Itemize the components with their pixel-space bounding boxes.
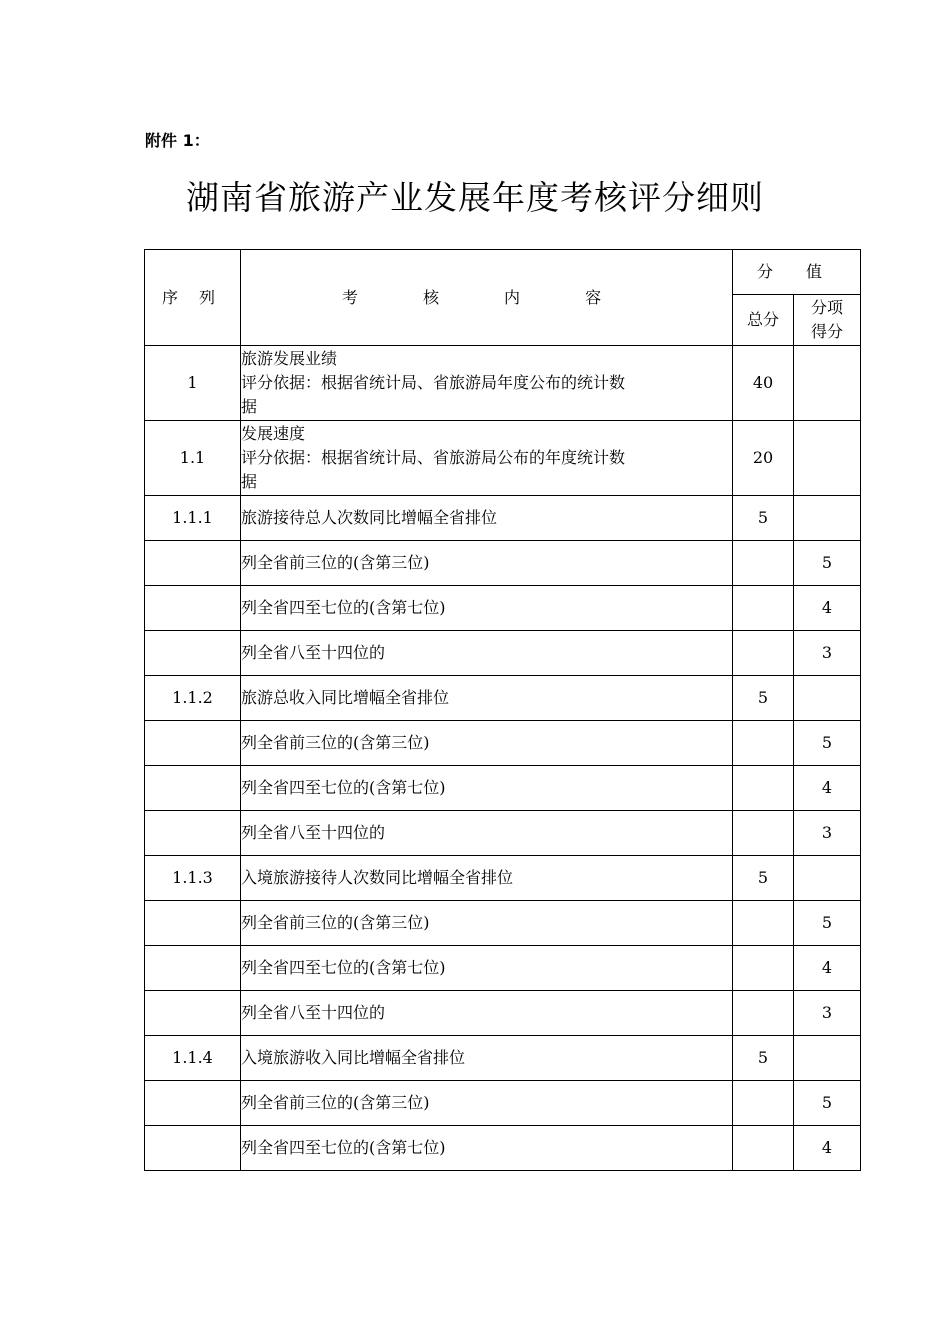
table-row xyxy=(145,421,861,496)
row-content: 旅游接待总人次数同比增幅全省排位 xyxy=(241,496,733,541)
table-row xyxy=(145,1126,861,1171)
header-total-score: 总分 xyxy=(733,295,794,346)
row-sequence: 1.1 xyxy=(145,421,241,496)
row-sub-score: 4 xyxy=(794,946,861,991)
row-content: 入境旅游收入同比增幅全省排位 xyxy=(241,1036,733,1081)
row-sub-score xyxy=(794,421,861,496)
table-row xyxy=(145,631,861,676)
row-sequence xyxy=(145,631,241,676)
header-sub-score-line2: 得分 xyxy=(810,322,843,341)
table-row xyxy=(145,856,861,901)
row-basis-continued: 据 xyxy=(241,397,258,416)
attachment-label: 附件 1： xyxy=(145,131,210,150)
table-row xyxy=(145,1036,861,1081)
row-total-score xyxy=(733,721,794,766)
row-sub-score: 3 xyxy=(794,811,861,856)
row-sequence xyxy=(145,946,241,991)
row-content xyxy=(241,421,733,496)
row-content: 列全省前三位的(含第三位) xyxy=(241,541,733,586)
row-total-score xyxy=(733,541,794,586)
table-row xyxy=(145,541,861,586)
row-total-score: 5 xyxy=(733,1036,794,1081)
row-sequence xyxy=(145,721,241,766)
scoring-table xyxy=(144,249,861,1171)
row-sequence xyxy=(145,901,241,946)
row-content xyxy=(241,346,733,421)
row-sequence: 1 xyxy=(145,346,241,421)
row-sequence xyxy=(145,766,241,811)
row-content: 列全省前三位的(含第三位) xyxy=(241,721,733,766)
row-sequence xyxy=(145,1081,241,1126)
table-row xyxy=(145,811,861,856)
row-sub-score: 4 xyxy=(794,586,861,631)
row-sequence xyxy=(145,991,241,1036)
table-row xyxy=(145,496,861,541)
document-title: 湖南省旅游产业发展年度考核评分细则 xyxy=(186,178,764,217)
row-content: 列全省四至七位的(含第七位) xyxy=(241,586,733,631)
row-sub-score: 5 xyxy=(794,721,861,766)
row-total-score xyxy=(733,631,794,676)
row-total-score: 40 xyxy=(733,346,794,421)
row-sub-score xyxy=(794,856,861,901)
row-sub-score xyxy=(794,346,861,421)
row-content: 列全省八至十四位的 xyxy=(241,631,733,676)
row-content: 列全省前三位的(含第三位) xyxy=(241,901,733,946)
row-sub-score: 5 xyxy=(794,541,861,586)
row-sub-score xyxy=(794,496,861,541)
row-content: 列全省八至十四位的 xyxy=(241,811,733,856)
row-content: 列全省前三位的(含第三位) xyxy=(241,1081,733,1126)
row-sequence: 1.1.4 xyxy=(145,1036,241,1081)
table-row xyxy=(145,946,861,991)
header-sub-score-line1: 分项 xyxy=(810,298,843,317)
row-sequence xyxy=(145,541,241,586)
row-sub-score: 3 xyxy=(794,991,861,1036)
row-sequence: 1.1.1 xyxy=(145,496,241,541)
row-content: 列全省四至七位的(含第七位) xyxy=(241,946,733,991)
row-total-score xyxy=(733,766,794,811)
row-sequence: 1.1.3 xyxy=(145,856,241,901)
row-total-score xyxy=(733,1081,794,1126)
row-sub-score: 4 xyxy=(794,1126,861,1171)
row-content: 列全省四至七位的(含第七位) xyxy=(241,766,733,811)
row-sub-score: 5 xyxy=(794,1081,861,1126)
table-row xyxy=(145,721,861,766)
header-content: 考 核 内 容 xyxy=(241,250,733,346)
row-title: 发展速度 xyxy=(241,424,306,443)
row-total-score xyxy=(733,991,794,1036)
row-sequence: 1.1.2 xyxy=(145,676,241,721)
row-sub-score: 3 xyxy=(794,631,861,676)
header-sub-score xyxy=(794,295,861,346)
row-total-score xyxy=(733,1126,794,1171)
table-row xyxy=(145,901,861,946)
row-total-score: 5 xyxy=(733,496,794,541)
row-total-score xyxy=(733,811,794,856)
row-sub-score xyxy=(794,1036,861,1081)
row-sub-score xyxy=(794,676,861,721)
header-sequence: 序 列 xyxy=(145,250,241,346)
row-sub-score: 5 xyxy=(794,901,861,946)
row-total-score xyxy=(733,946,794,991)
row-basis-continued: 据 xyxy=(241,472,258,491)
row-title: 旅游发展业绩 xyxy=(241,349,338,368)
row-basis: 评分依据：根据省统计局、省旅游局年度公布的统计数 xyxy=(241,373,626,392)
table-row xyxy=(145,346,861,421)
row-sequence xyxy=(145,1126,241,1171)
row-basis: 评分依据：根据省统计局、省旅游局公布的年度统计数 xyxy=(241,448,626,467)
table-row xyxy=(145,1081,861,1126)
table-row xyxy=(145,766,861,811)
row-total-score xyxy=(733,901,794,946)
table-row xyxy=(145,586,861,631)
row-total-score: 5 xyxy=(733,856,794,901)
row-sequence xyxy=(145,586,241,631)
row-content: 入境旅游接待人次数同比增幅全省排位 xyxy=(241,856,733,901)
row-content: 旅游总收入同比增幅全省排位 xyxy=(241,676,733,721)
row-content: 列全省八至十四位的 xyxy=(241,991,733,1036)
table-row xyxy=(145,991,861,1036)
row-total-score xyxy=(733,586,794,631)
row-sub-score: 4 xyxy=(794,766,861,811)
row-content: 列全省四至七位的(含第七位) xyxy=(241,1126,733,1171)
row-total-score: 5 xyxy=(733,676,794,721)
row-sequence xyxy=(145,811,241,856)
header-score-value: 分 值 xyxy=(733,250,861,295)
table-row xyxy=(145,676,861,721)
row-total-score: 20 xyxy=(733,421,794,496)
